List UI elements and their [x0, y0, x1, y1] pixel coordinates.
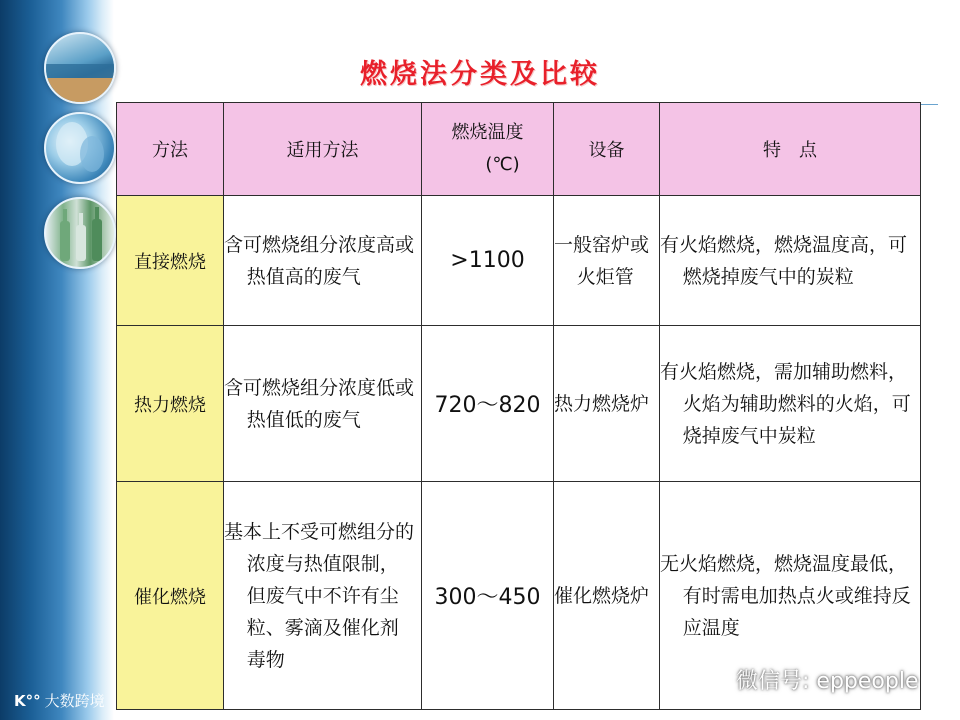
source-logo-mark: K°° — [14, 692, 41, 710]
row-temperature: >1100 — [422, 196, 554, 326]
wechat-watermark — [700, 664, 918, 695]
side-decor-gradient — [88, 0, 114, 720]
header-temperature-line1: 燃烧温度 — [451, 122, 524, 143]
row-features: 有火焰燃烧，需加辅助燃料，火焰为辅助燃料的火焰，可烧掉废气中炭粒 — [660, 326, 921, 482]
row-equipment: 一般窑炉或火炬管 — [554, 196, 660, 326]
row-applicable: 含可燃烧组分浓度低或热值低的废气 — [224, 326, 422, 482]
header-method: 方法 — [117, 103, 224, 196]
wechat-icon — [700, 670, 730, 694]
header-temperature-unit: (℃) — [485, 154, 520, 175]
source-watermark-text: 大数跨境 — [44, 692, 105, 710]
wechat-watermark-text: 微信号: eppeople — [736, 669, 919, 694]
row-equipment: 催化燃烧炉 — [554, 482, 660, 710]
header-temperature — [422, 103, 554, 196]
table-row — [117, 196, 921, 326]
header-equipment: 设备 — [554, 103, 660, 196]
row-applicable: 基本上不受可燃组分的浓度与热值限制，但废气中不许有尘粒、雾滴及催化剂毒物 — [224, 482, 422, 710]
row-method: 热力燃烧 — [117, 326, 224, 482]
row-features: 无火焰燃烧，燃烧温度最低，有时需电加热点火或维持反应温度 — [660, 482, 921, 710]
row-temperature: 300～450 — [422, 482, 554, 710]
row-features: 有火焰燃烧，燃烧温度高，可燃烧掉废气中的炭粒 — [660, 196, 921, 326]
row-method: 催化燃烧 — [117, 482, 224, 710]
source-watermark — [14, 690, 105, 711]
table-header-row — [117, 103, 921, 196]
slide-title: 燃烧法分类及比较 — [360, 59, 600, 90]
bottles-photo-icon — [44, 197, 116, 269]
row-method: 直接燃烧 — [117, 196, 224, 326]
side-decor-band — [0, 0, 88, 720]
pipes-photo-icon — [44, 112, 116, 184]
combustion-comparison-table — [116, 102, 921, 710]
header-applicable: 适用方法 — [224, 103, 422, 196]
row-equipment: 热力燃烧炉 — [554, 326, 660, 482]
row-temperature: 720～820 — [422, 326, 554, 482]
header-features: 特 点 — [660, 103, 921, 196]
row-applicable: 含可燃烧组分浓度高或热值高的废气 — [224, 196, 422, 326]
table-row — [117, 326, 921, 482]
factory-photo-icon — [44, 32, 116, 104]
